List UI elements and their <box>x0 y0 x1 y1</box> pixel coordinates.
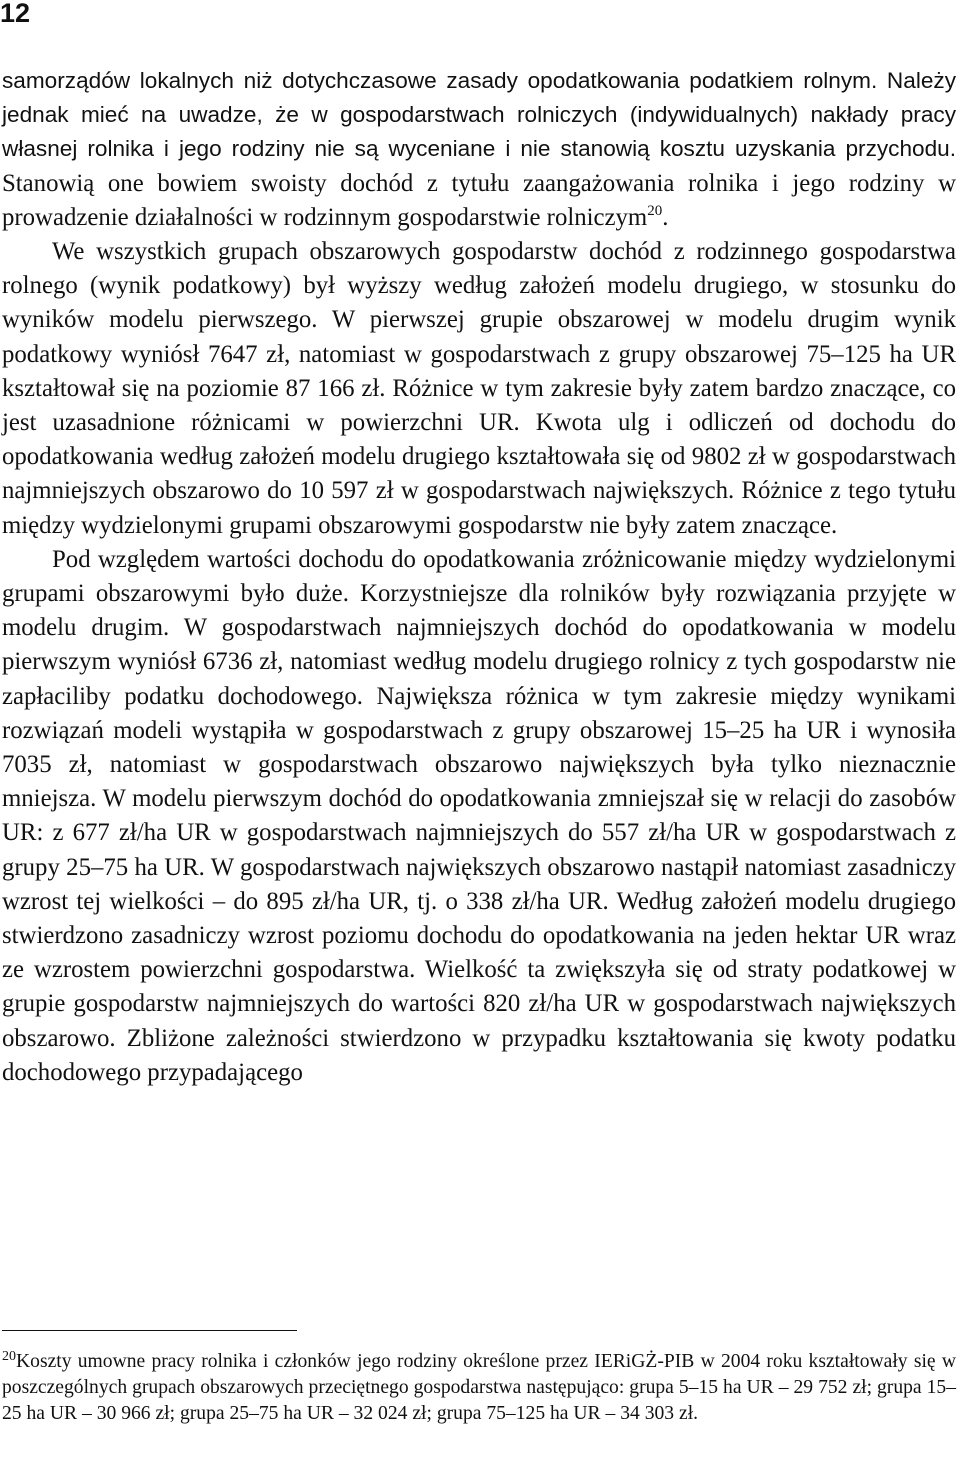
footnote-reference: 20 <box>647 202 663 219</box>
paragraph-3: Pod względem wartości dochodu do opodatkowania zróżnicowanie między wydzielonymi grupami obszarowymi było duże. Korzystniejsze dla rolników były rozwiązania przyjęte w modelu drugim. W gospodarstwach najmniejszych dochód do opodatkowania w modelu pierwszym wyniósł 6736 zł, natomiast według modelu drugiego rolnicy z tych gospodarstw nie zapłaciliby podatku dochodowego. Największa różnica w tym zakresie między wynikami rozwiązań modeli wystąpiła w gospodarstwach z grupy obszarowej 15–25 ha UR i wynosiła 7035 zł, natomiast w gospodarstwach obszarowo największych była tylko nieznacznie mniejsza. W modelu pierwszym dochód do opodatkowania zmniejszał się w relacji do zasobów UR: z 677 zł/ha UR w gospodarstwach najmniejszych do 557 zł/ha UR w gospodarstwach z grupy 25–75 ha UR. W gospodarstwach największych obszarowo nastąpił natomiast zasadniczy wzrost tej wielkości – do 895 zł/ha UR, tj. o 338 zł/ha UR. Według założeń modelu drugiego stwierdzono zasadniczy wzrost poziomu dochodu do opodatkowania na jeden hektar UR wraz ze wzrostem powierzchni gospodarstwa. Wielkość ta zwiększyła się od straty podatkowej w grupie gospodarstw najmniejszych do wartości 820 zł/ha UR w gospodarstwach największych obszarowo. Zbliżone zależności stwierdzono w przypadku kształtowania się kwoty podatku dochodowego przypadającego <box>2 545 956 1086</box>
paragraph-1-continuation: Stanowią one bowiem swoisty dochód z tytułu zaangażowania rolnika i jego rodziny w prowadzenie działalności w rodzinnym gospodarstwie rolniczym <box>2 169 956 231</box>
paragraph-1-end: . <box>662 203 669 231</box>
paragraph-1 <box>2 64 956 235</box>
footnote <box>2 1349 956 1428</box>
footnote-separator <box>2 1330 297 1331</box>
body-text <box>2 64 956 1090</box>
footnote-text: Koszty umowne pracy rolnika i członków jego rodziny określone przez IERiGŻ-PIB w 2004 roku kształtowały się w poszczególnych grupach obszarowych przeciętnego gospodarstwa następująco: grupa 5–15 ha UR – 29 752 zł; grupa 15–25 ha UR – 30 966 zł; grupa 25–75 ha UR – 32 024 zł; grupa 75–125 ha UR – 34 303 zł. <box>2 1351 956 1425</box>
footnote-marker: 20 <box>2 1349 16 1364</box>
page-number: 12 <box>0 0 31 28</box>
paragraph-1-start: samorządów lokalnych niż dotychczasowe zasady opodatkowania podatkiem rolnym. Należy jednak mieć na uwadze, że w gospodarstwach rolniczych (indywidualnych) nakłady pracy własnej rolnika i jego rodziny nie są wyceniane i nie stanowią kosztu uzyskania przychodu. <box>2 68 956 162</box>
paragraph-2: We wszystkich grupach obszarowych gospodarstw dochód z rodzinnego gospodarstwa rolnego (wynik podatkowy) był wyższy według założeń modelu drugiego, w stosunku do wyników modelu pierwszego. W pierwszej grupie obszarowej w modelu drugim wynik podatkowy wyniósł 7647 zł, natomiast w gospodarstwach z grupy obszarowej 75–125 ha UR kształtował się na poziomie 87 166 zł. Różnice w tym zakresie były zatem bardzo znaczące, co jest uzasadnione różnicami w powierzchni UR. Kwota ulg i odliczeń od dochodu do opodatkowania według założeń modelu drugiego kształtowała się od 9802 zł w gospodarstwach najmniejszych obszarowo do 10 597 zł w gospodarstwach największych. Różnice z tego tytułu między wydzielonymi grupami obszarowymi gospodarstw nie były zatem znaczące. <box>2 238 956 539</box>
